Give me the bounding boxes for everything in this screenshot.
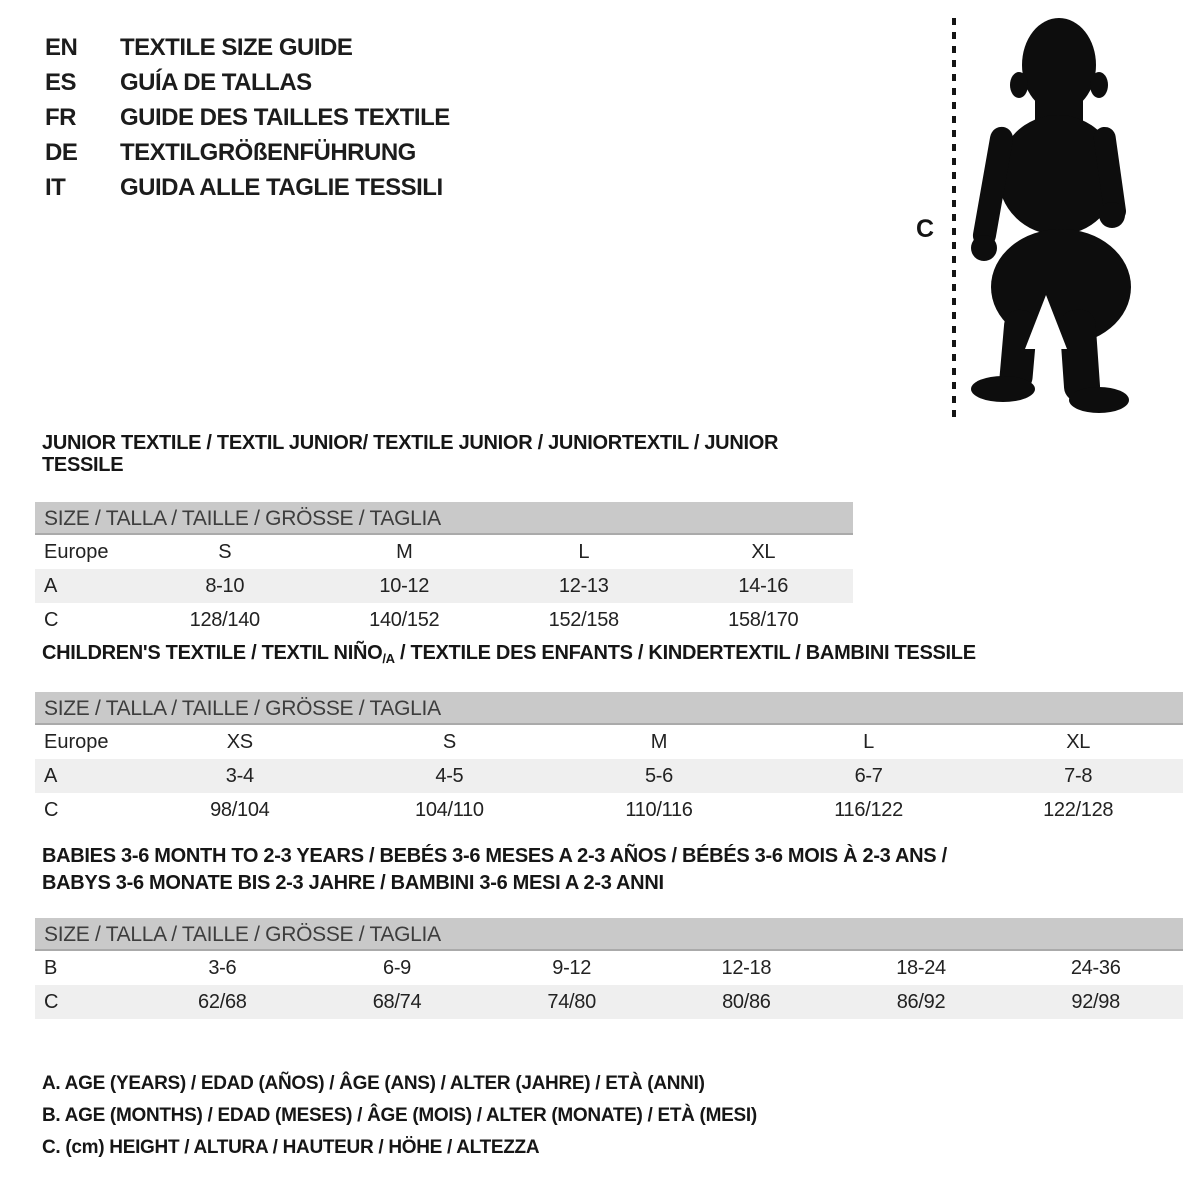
table-cell: XL xyxy=(1066,731,1091,753)
size-header-bar xyxy=(35,692,1183,725)
row-label: C xyxy=(44,991,59,1013)
size-header-bar xyxy=(35,918,1183,951)
section-junior-textile xyxy=(35,432,853,637)
row-label: A xyxy=(44,575,58,597)
table-cell: M xyxy=(396,541,413,563)
table-cell: 5-6 xyxy=(644,765,673,787)
section-title-children xyxy=(42,642,1183,666)
height-figure xyxy=(905,10,1185,425)
table-cell: 140/152 xyxy=(369,609,440,631)
table-cell: L xyxy=(863,731,874,753)
language-code: ES xyxy=(45,69,77,96)
table-cell: 92/98 xyxy=(1071,991,1120,1013)
title-prefix: CHILDREN'S TEXTILE / TEXTIL NIÑO xyxy=(42,642,383,664)
table-cell: 6-9 xyxy=(383,957,412,979)
table-cell: 18-24 xyxy=(896,957,946,979)
table-row-europe xyxy=(35,535,853,569)
table-cell: 3-6 xyxy=(208,957,237,979)
height-c-label: C xyxy=(916,215,935,243)
table-row-europe xyxy=(35,725,1183,759)
language-row-fr xyxy=(45,100,450,135)
table-cell: 128/140 xyxy=(189,609,260,631)
table-cell: 3-4 xyxy=(225,765,254,787)
table-row-age xyxy=(35,569,853,603)
table-cell: L xyxy=(578,541,590,563)
table-row-age-months xyxy=(35,951,1183,985)
section-childrens-textile xyxy=(35,642,1183,827)
table-cell: 86/92 xyxy=(896,991,946,1013)
table-row-height xyxy=(35,603,853,637)
table-row-age xyxy=(35,759,1183,793)
row-label: B xyxy=(44,957,58,979)
table-cell: 12-13 xyxy=(558,575,609,597)
row-label: Europe xyxy=(44,541,109,563)
table-cell: 116/122 xyxy=(834,799,903,821)
table-cell: XS xyxy=(226,731,253,753)
table-cell: 104/110 xyxy=(415,799,484,821)
language-row-de xyxy=(45,135,450,170)
row-label: Europe xyxy=(44,731,109,753)
table-cell: M xyxy=(650,731,668,753)
table-cell: 12-18 xyxy=(721,957,772,979)
section-babies-textile xyxy=(35,845,1183,1019)
table-cell: 68/74 xyxy=(372,991,422,1013)
language-row-es xyxy=(45,65,450,100)
language-code: DE xyxy=(45,139,78,166)
table-cell: 8-10 xyxy=(205,575,245,597)
size-header-text: SIZE / TALLA / TAILLE / GRÖSSE / TAGLIA xyxy=(44,507,441,530)
table-cell: 80/86 xyxy=(722,991,771,1013)
size-header-text: SIZE / TALLA / TAILLE / GRÖSSE / TAGLIA xyxy=(44,923,441,946)
size-header-bar xyxy=(35,502,853,535)
toddler-silhouette-icon xyxy=(963,15,1143,415)
table-cell: 122/128 xyxy=(1043,799,1114,821)
table-cell: 7-8 xyxy=(1064,765,1093,787)
language-title: GUÍA DE TALLAS xyxy=(120,69,312,96)
legend-line-a: A. AGE (YEARS) / EDAD (AÑOS) / ÂGE (ANS) / ALTER (JAHRE) / ETÀ (ANNI) xyxy=(42,1073,705,1094)
table-cell: XL xyxy=(751,541,776,563)
table-cell: 152/158 xyxy=(548,609,619,631)
table-cell: S xyxy=(442,731,456,753)
table-cell: 4-5 xyxy=(435,765,464,787)
size-header-text: SIZE / TALLA / TAILLE / GRÖSSE / TAGLIA xyxy=(44,697,441,720)
table-row-height xyxy=(35,985,1183,1019)
table-cell: 110/116 xyxy=(625,799,693,821)
table-cell: 98/104 xyxy=(210,799,270,821)
table-row-height xyxy=(35,793,1183,827)
language-row-en xyxy=(45,30,450,65)
height-measure-dashed-line xyxy=(952,18,956,420)
section-title-junior: JUNIOR TEXTILE / TEXTIL JUNIOR/ TEXTILE JUNIOR / JUNIORTEXTIL / JUNIOR TESSILE xyxy=(42,432,779,476)
language-title: GUIDA ALLE TAGLIE TESSILI xyxy=(120,174,443,201)
legend-line-b: B. AGE (MONTHS) / EDAD (MESES) / ÂGE (MOIS) / ALTER (MONATE) / ETÀ (MESI) xyxy=(42,1105,757,1126)
table-cell: 9-12 xyxy=(552,957,592,979)
legend-line-c: C. (cm) HEIGHT / ALTURA / HAUTEUR / HÖHE / ALTEZZA xyxy=(42,1137,540,1158)
section-title-babies-line1: BABIES 3-6 MONTH TO 2-3 YEARS / BEBÉS 3-6 MESES A 2-3 AÑOS / BÉBÉS 3-6 MOIS À 2-3 ANS / xyxy=(42,845,947,867)
language-title: TEXTILGRÖßENFÜHRUNG xyxy=(120,139,416,166)
table-cell: 24-36 xyxy=(1070,957,1121,979)
language-header xyxy=(45,30,450,205)
language-title: GUIDE DES TAILLES TEXTILE xyxy=(120,104,450,131)
language-code: IT xyxy=(45,174,66,201)
row-label: C xyxy=(44,799,59,821)
language-code: FR xyxy=(45,104,76,131)
row-label: C xyxy=(44,609,59,631)
language-row-it xyxy=(45,170,450,205)
table-cell: 74/80 xyxy=(547,991,596,1013)
legend xyxy=(42,1068,757,1164)
table-cell: 6-7 xyxy=(854,765,883,787)
title-suffix: / TEXTILE DES ENFANTS / KINDERTEXTIL / BAMBINI TESSILE xyxy=(394,642,976,664)
table-cell: S xyxy=(218,541,232,563)
language-title: TEXTILE SIZE GUIDE xyxy=(120,34,353,61)
row-label: A xyxy=(44,765,58,787)
table-cell: 62/68 xyxy=(198,991,247,1013)
language-code: EN xyxy=(45,34,78,61)
title-sub: /A xyxy=(382,651,395,666)
section-title-babies-line2: BABYS 3-6 MONATE BIS 2-3 JAHRE / BAMBINI 3-6 MESI A 2-3 ANNI xyxy=(42,872,664,894)
table-cell: 10-12 xyxy=(379,575,430,597)
table-cell: 158/170 xyxy=(728,609,799,631)
table-cell: 14-16 xyxy=(738,575,789,597)
